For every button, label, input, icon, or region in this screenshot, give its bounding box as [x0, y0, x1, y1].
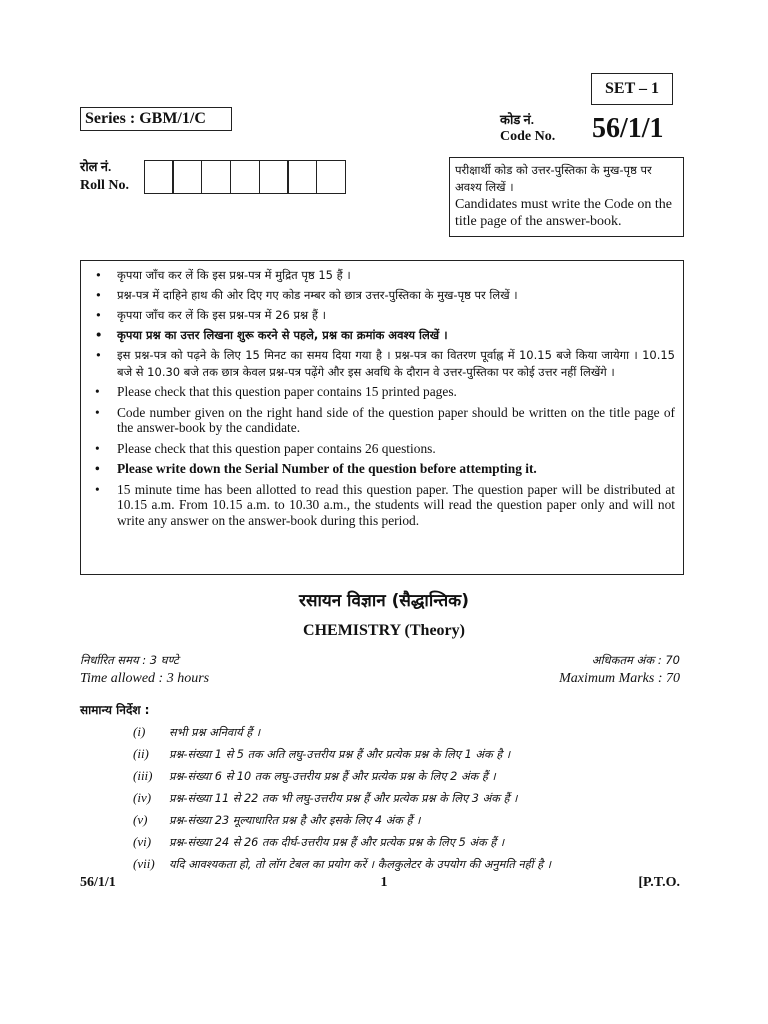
instructions-list	[89, 267, 675, 528]
general-instructions-heading: सामान्य निर्देश :	[80, 703, 150, 717]
general-instruction-number: (i)	[133, 724, 146, 739]
instruction-text: प्रश्न-पत्र में दाहिने हाथ की ओर दिए गए कोड नम्बर को छात्र उत्तर-पुस्तिका के मुख-पृष्ठ पर लिखें ।	[117, 288, 518, 302]
general-instruction-text: प्रश्न-संख्या 1 से 5 तक अति लघु-उत्तरीय प्रश्न हैं और प्रत्येक प्रश्न के लिए 1 अंक है ।	[169, 747, 511, 761]
set-label: SET – 1	[591, 73, 673, 105]
general-instruction-item	[133, 831, 673, 853]
bullet-icon: •	[95, 440, 100, 456]
instruction-item	[89, 267, 675, 284]
roll-label-english: Roll No.	[80, 178, 129, 193]
code-number: 56/1/1	[592, 113, 664, 144]
roll-digit-box[interactable]	[201, 160, 231, 194]
title-english: CHEMISTRY (Theory)	[303, 622, 465, 639]
general-instruction-number: (ii)	[133, 746, 149, 761]
footer-code: 56/1/1	[80, 875, 116, 890]
title-hindi: रसायन विज्ञान (सैद्धान्तिक)	[299, 591, 469, 611]
bullet-icon: •	[95, 348, 102, 362]
bullet-icon: •	[95, 461, 100, 476]
general-instruction-text: प्रश्न-संख्या 11 से 22 तक भी लघु-उत्तरीय प्रश्न हैं और प्रत्येक प्रश्न के लिए 3 अंक हैं ।	[169, 791, 518, 805]
general-instruction-text: प्रश्न-संख्या 23 मूल्याधारित प्रश्न है और इसके लिए 4 अंक हैं ।	[169, 813, 421, 827]
instruction-item	[89, 327, 675, 344]
roll-digit-box[interactable]	[230, 160, 260, 194]
bullet-icon: •	[95, 328, 103, 342]
bullet-icon: •	[95, 268, 102, 282]
instruction-item	[89, 384, 675, 400]
instruction-item	[89, 441, 675, 457]
general-instruction-item	[133, 765, 673, 787]
instruction-item	[89, 482, 675, 529]
general-instruction-item	[133, 721, 673, 743]
general-instruction-number: (iv)	[133, 790, 152, 805]
general-instruction-text: प्रश्न-संख्या 6 से 10 तक लघु-उत्तरीय प्रश्न हैं और प्रत्येक प्रश्न के लिए 2 अंक हैं ।	[169, 769, 496, 783]
roll-digit-box[interactable]	[259, 160, 289, 194]
bullet-icon: •	[95, 481, 100, 497]
instruction-item	[89, 461, 675, 477]
general-instruction-number: (vii)	[133, 856, 155, 871]
instruction-text: Please write down the Serial Number of the question before attempting it.	[117, 461, 537, 476]
roll-digit-box[interactable]	[287, 160, 317, 194]
series-label: Series : GBM/1/C	[80, 107, 232, 131]
instruction-text: कृपया प्रश्न का उत्तर लिखना शुरू करने से पहले, प्रश्न का क्रमांक अवश्य लिखें ।	[117, 328, 448, 342]
general-instruction-item	[133, 853, 673, 875]
general-instruction-text: प्रश्न-संख्या 24 से 26 तक दीर्घ-उत्तरीय प्रश्न हैं और प्रत्येक प्रश्न के लिए 5 अंक हैं ।	[169, 835, 505, 849]
roll-number-boxes[interactable]	[145, 160, 346, 194]
instruction-item	[89, 347, 675, 381]
candidate-note-hindi: परीक्षार्थी कोड को उत्तर-पुस्तिका के मुख-पृष्ठ पर अवश्य लिखें ।	[455, 163, 652, 194]
instruction-text: इस प्रश्न-पत्र को पढ़ने के लिए 15 मिनट का समय दिया गया है । प्रश्न-पत्र का वितरण पूर्वाह्न में 10.15 बजे किया जायेगा । 10.15 बजे से 10.30 बजे तक छात्र केवल प्रश्न-पत्र पढ़ेंगे और इस अवधि के दौरान वे उत्तर-पुस्तिका पर कोई उत्तर नहीं लिखेंगे ।	[117, 348, 675, 379]
general-instruction-text: सभी प्रश्न अनिवार्य हैं ।	[169, 725, 261, 739]
general-instruction-text: यदि आवश्यकता हो, तो लॉग टेबल का प्रयोग करें । कैलकुलेटर के उपयोग की अनुमति नहीं है ।	[169, 857, 552, 871]
roll-digit-box[interactable]	[172, 160, 202, 194]
general-instruction-item	[133, 743, 673, 765]
instruction-text: Please check that this question paper contains 26 questions.	[117, 440, 436, 456]
instruction-item	[89, 307, 675, 324]
candidate-note-english: Candidates must write the Code on the title page of the answer-book.	[455, 197, 672, 229]
bullet-icon: •	[95, 404, 100, 420]
general-instruction-item	[133, 787, 673, 809]
general-instructions-list	[133, 721, 673, 875]
max-marks-hindi: अधिकतम अंक : 70	[591, 653, 680, 667]
instruction-item	[89, 405, 675, 436]
general-instruction-item	[133, 809, 673, 831]
roll-digit-box[interactable]	[316, 160, 346, 194]
general-instruction-number: (iii)	[133, 768, 153, 783]
candidate-note-box	[449, 157, 684, 237]
page-number: 1	[380, 875, 388, 890]
instruction-text: 15 minute time has been allotted to read this question paper. The question paper will be distributed at 10.15 a.m. From 10.15 a.m. to 10.30 a.m., the students will read the question paper only and will not write any answer on the answer-book during this period.	[117, 481, 675, 528]
code-label-english: Code No.	[500, 129, 556, 144]
bullet-icon: •	[95, 288, 102, 302]
general-instruction-number: (vi)	[133, 834, 152, 849]
instructions-box	[80, 260, 684, 575]
pto-label: [P.T.O.	[638, 875, 680, 890]
time-allowed-hindi: निर्धारित समय : 3 घण्टे	[80, 653, 179, 667]
bullet-icon: •	[95, 384, 100, 399]
roll-digit-box[interactable]	[144, 160, 174, 194]
roll-label-hindi: रोल नं.	[80, 159, 112, 174]
instruction-text: कृपया जाँच कर लें कि इस प्रश्न-पत्र में 26 प्रश्न हैं ।	[117, 308, 326, 322]
bullet-icon: •	[95, 308, 102, 322]
general-instruction-number: (v)	[133, 812, 148, 827]
time-allowed-english: Time allowed : 3 hours	[80, 671, 210, 686]
instruction-text: कृपया जाँच कर लें कि इस प्रश्न-पत्र में मुद्रित पृष्ठ 15 हैं ।	[117, 268, 351, 282]
instruction-item	[89, 287, 675, 304]
code-label-hindi: कोड नं.	[500, 112, 535, 127]
instruction-text: Please check that this question paper contains 15 printed pages.	[117, 384, 457, 399]
max-marks-english: Maximum Marks : 70	[559, 671, 680, 686]
instruction-text: Code number given on the right hand side of the question paper should be written on the title page of the answer-book by the candidate.	[117, 404, 675, 435]
